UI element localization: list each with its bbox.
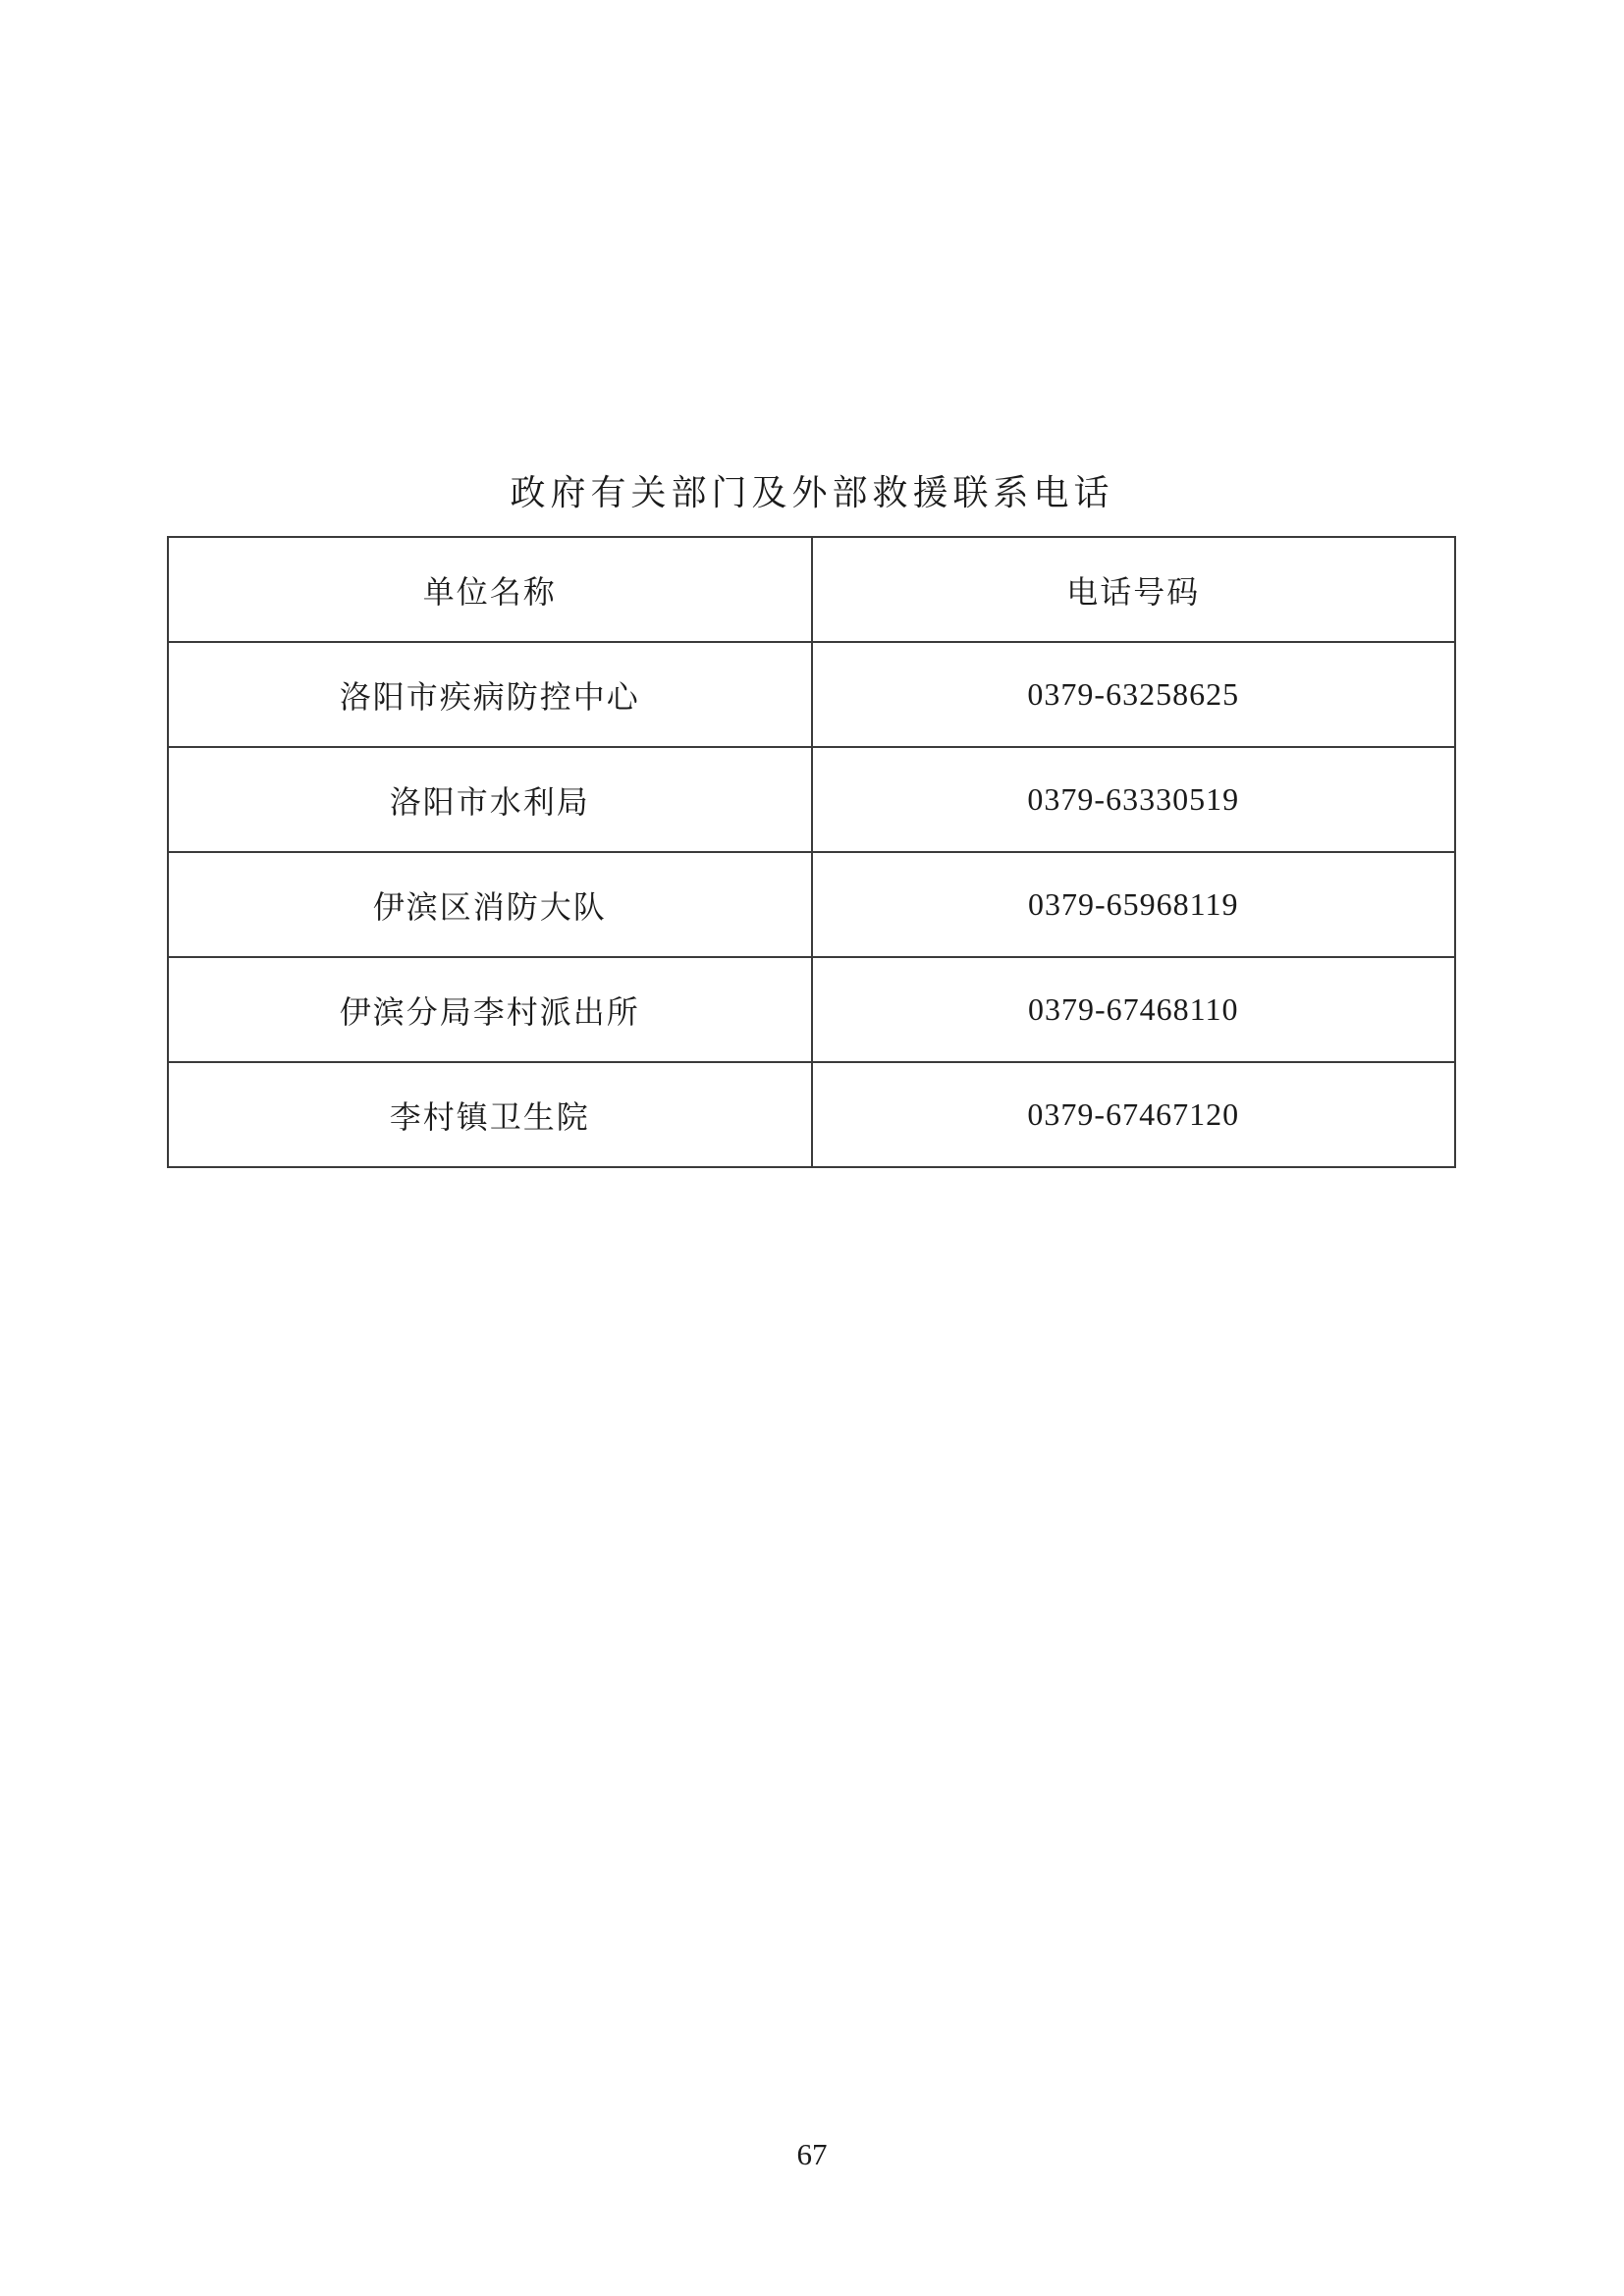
table-row xyxy=(168,852,1455,957)
phone-number-cell: 0379-65968119 xyxy=(812,852,1456,957)
unit-name-cell: 李村镇卫生院 xyxy=(168,1062,812,1167)
page-title: 政府有关部门及外部救援联系电话 xyxy=(510,473,1114,512)
table-row xyxy=(168,642,1455,747)
phone-number-cell: 0379-67467120 xyxy=(812,1062,1456,1167)
phone-number-cell: 0379-63258625 xyxy=(812,642,1456,747)
page-number: 67 xyxy=(796,2137,828,2171)
unit-name-cell: 洛阳市疾病防控中心 xyxy=(168,642,812,747)
table-row xyxy=(168,747,1455,852)
unit-name-cell: 伊滨分局李村派出所 xyxy=(168,957,812,1062)
table-header-row xyxy=(168,537,1455,642)
table-row xyxy=(168,1062,1455,1167)
column-header-phone-number: 电话号码 xyxy=(812,537,1456,642)
phone-number-cell: 0379-63330519 xyxy=(812,747,1456,852)
unit-name-cell: 伊滨区消防大队 xyxy=(168,852,812,957)
column-header-unit-name: 单位名称 xyxy=(168,537,812,642)
unit-name-cell: 洛阳市水利局 xyxy=(168,747,812,852)
phone-number-cell: 0379-67468110 xyxy=(812,957,1456,1062)
contacts-table xyxy=(167,536,1456,1168)
table-row xyxy=(168,957,1455,1062)
